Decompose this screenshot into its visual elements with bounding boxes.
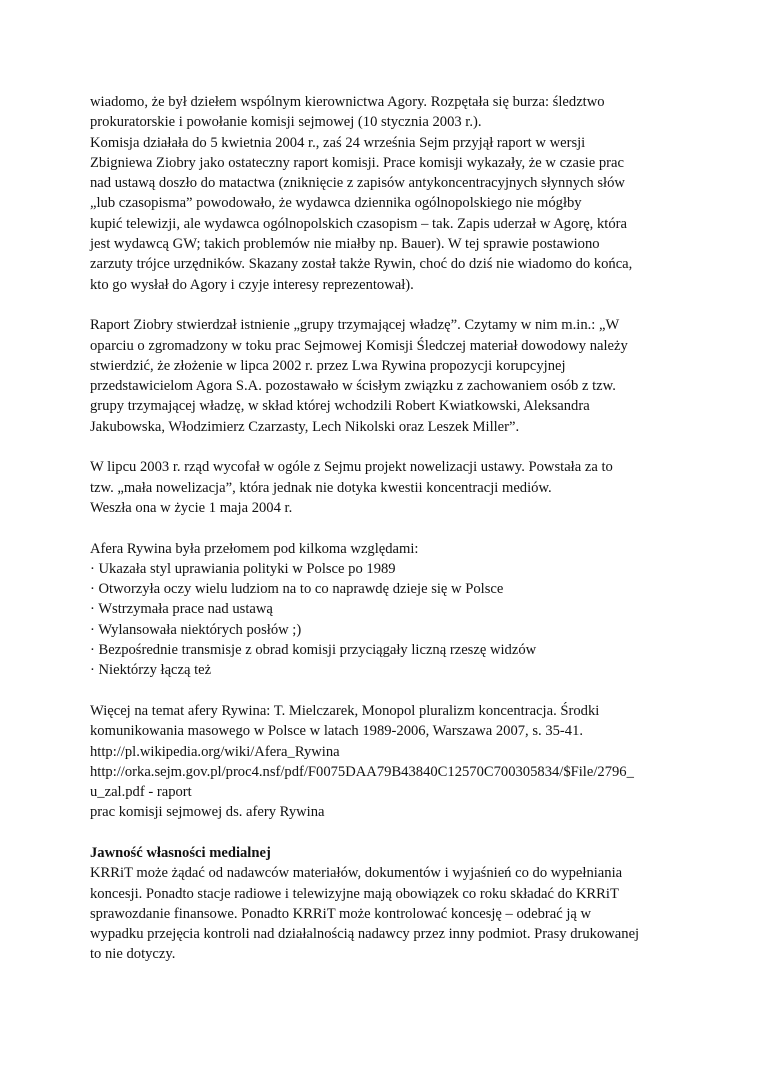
text-line: Komisja działała do 5 kwietnia 2004 r., zaś 24 września Sejm przyjął raport w wersji [90,134,586,151]
paragraph-spacer [90,681,680,701]
sejm-report-link[interactable]: http://orka.sejm.gov.pl/proc4.nsf/pdf/F0075DAA79B43840C12570C700305834/$File/2796_ [90,763,634,780]
paragraph-small-amendment [90,457,680,518]
text-line: to nie dotyczy. [90,946,176,963]
list-item: · Wstrzymała prace nad ustawą [90,601,273,618]
text-line: zarzuty trójce urzędników. Skazany został także Rywin, choć do dziś nie wiadomo do końca, [90,256,633,273]
document-page [90,92,680,965]
text-line: prokuratorskie i powołanie komisji sejmowej (10 stycznia 2003 r.). [90,114,482,131]
list-item: · Wylansowała niektórych posłów ;) [90,621,302,638]
text-line: koncesji. Ponadto stacje radiowe i telewizyjne mają obowiązek co roku składać do KRRiT [90,885,619,902]
text-line: Zbigniewa Ziobry jako ostateczny raport komisji. Prace komisji wykazały, że w czasie prac [90,154,624,171]
list-item: · Bezpośrednie transmisje z obrad komisji przyciągały liczną rzeszę widzów [90,642,537,659]
list-item: · Otworzyła oczy wielu ludziom na to co naprawdę dzieje się w Polsce [90,581,504,598]
text-line: stwierdzić, że złożenie w lipca 2002 r. przez Lwa Rywina propozycji korupcyjnej [90,357,566,374]
text-line: prac komisji sejmowej ds. afery Rywina [90,804,325,821]
section-heading: Jawność własności medialnej [90,844,271,861]
wikipedia-link[interactable]: http://pl.wikipedia.org/wiki/Afera_Rywina [90,743,340,760]
text-line: Weszła ona w życie 1 maja 2004 r. [90,499,293,516]
text-line: kto go wysłał do Agory i czyje interesy reprezentował). [90,276,414,293]
paragraph-breakthrough-list [90,539,680,681]
paragraph-spacer [90,823,680,843]
text-line: wypadku przejęcia kontroli nad działalnością nadawcy przez inny podmiot. Prasy drukowanej [90,926,640,943]
text-line: KRRiT może żądać od nadawców materiałów, dokumentów i wyjaśnień co do wypełniania [90,865,623,882]
text-line: przedstawicielom Agora S.A. pozostawało w ścisłym związku z zachowaniem osób z tzw. [90,378,616,395]
text-line: W lipcu 2003 r. rząd wycofał w ogóle z Sejmu projekt nowelizacji ustawy. Powstała za to [90,459,613,476]
section-media-ownership [90,843,680,965]
text-line: nad ustawą doszło do matactwa (zniknięcie z zapisów antykoncentracyjnych słynnych słów [90,175,625,192]
paragraph-spacer [90,295,680,315]
text-line: „lub czasopisma” powodowało, że wydawca dziennika ogólnopolskiego nie mógłby [90,195,582,212]
list-intro: Afera Rywina była przełomem pod kilkoma względami: [90,540,419,557]
text-line: tzw. „mała nowelizacja”, która jednak nie dotyka kwestii koncentracji mediów. [90,479,552,496]
text-line: wiadomo, że był dziełem wspólnym kierownictwa Agory. Rozpętała się burza: śledztwo [90,94,605,110]
paragraph-references [90,701,680,823]
paragraph-spacer [90,518,680,538]
text-line: grupy trzymającej władzę, w skład której wchodzili Robert Kwiatkowski, Aleksandra [90,398,590,415]
text-line: Więcej na temat afery Rywina: T. Mielczarek, Monopol pluralizm koncentracja. Środki [90,702,600,719]
paragraph-rywin-affair-commission [90,92,680,295]
text-line: komunikowania masowego w Polsce w latach 1989-2006, Warszawa 2007, s. 35-41. [90,723,584,740]
text-line: Raport Ziobry stwierdzał istnienie „grupy trzymającej władzę”. Czytamy w nim m.in.: „W [90,317,620,334]
text-line: sprawozdanie finansowe. Ponadto KRRiT może kontrolować koncesję – odebrać ją w [90,905,592,922]
text-line: oparciu o zgromadzony w toku prac Sejmowej Komisji Śledczej materiał dowodowy należy [90,337,628,354]
paragraph-spacer [90,437,680,457]
list-item: · Niektórzy łączą też [90,662,212,679]
text-line: kupić telewizji, ale wydawca ogólnopolskich czasopism – tak. Zapis uderzał w Agorę, która [90,215,627,232]
text-line: Jakubowska, Włodzimierz Czarzasty, Lech Nikolski oraz Leszek Miller”. [90,418,520,435]
paragraph-ziobro-report [90,315,680,437]
sejm-report-link-continued[interactable]: u_zal.pdf - raport [90,784,192,801]
text-line: jest wydawcą GW; takich problemów nie miałby np. Bauer). W tej sprawie postawiono [90,236,600,253]
list-item: · Ukazała styl uprawiania polityki w Polsce po 1989 [90,560,396,577]
